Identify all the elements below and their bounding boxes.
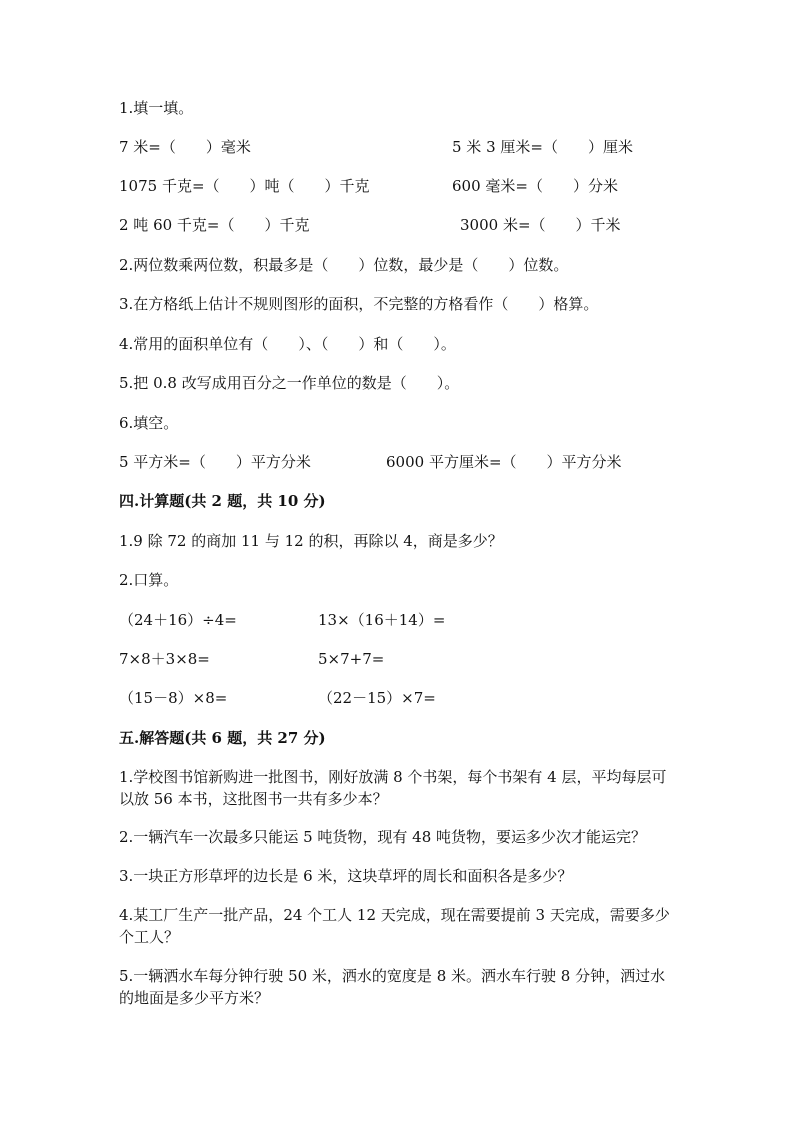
- q1-row1-right: 5 米 3 厘米=（ ）厘米: [452, 138, 633, 156]
- oral-row3-right: （22－15）×7=: [318, 689, 436, 707]
- oral-row2-right: 5×7+7=: [318, 650, 385, 668]
- q2-text: 2.两位数乘两位数，积最多是（ ）位数，最少是（ ）位数。: [119, 256, 569, 274]
- q1-row1-left: 7 米=（ ）毫米: [119, 138, 251, 156]
- q1-row3-right: 3000 米=（ ）千米: [460, 216, 621, 234]
- q1-row2-left: 1075 千克=（ ）吨（ ）千克: [119, 177, 370, 195]
- word-q4: 4.某工厂生产一批产品，24 个工人 12 天完成，现在需要提前 3 天完成，需要多少个工人？: [119, 906, 670, 946]
- q3-text: 3.在方格纸上估计不规则图形的面积，不完整的方格看作（ ）格算。: [119, 295, 599, 313]
- q6-left: 5 平方米=（ ）平方分米: [119, 453, 311, 471]
- q5-text: 5.把 0.8 改写成用百分之一作单位的数是（ ）。: [119, 374, 460, 392]
- word-q3: 3.一块正方形草坪的边长是 6 米，这块草坪的周长和面积各是多少？: [119, 867, 573, 885]
- calc-q1: 1.9 除 72 的商加 11 与 12 的积，再除以 4，商是多少？: [119, 532, 503, 550]
- section-5-heading: 五.解答题(共 6 题，共 27 分): [119, 729, 326, 747]
- oral-row1-right: 13×（16＋14）=: [318, 611, 446, 629]
- oral-row2-left: 7×8＋3×8=: [119, 650, 210, 668]
- oral-row3-left: （15－8）×8=: [119, 689, 228, 707]
- section-4-heading: 四.计算题(共 2 题，共 10 分): [119, 492, 326, 510]
- q6-title: 6.填空。: [119, 414, 179, 432]
- q1-row3-left: 2 吨 60 千克=（ ）千克: [119, 216, 310, 234]
- word-q1: 1.学校图书馆新购进一批图书，刚好放满 8 个书架，每个书架有 4 层，平均每层可以放 56 本书，这批图书一共有多少本？: [119, 768, 667, 808]
- oral-row1-left: （24＋16）÷4=: [119, 611, 237, 629]
- word-q2: 2.一辆汽车一次最多只能运 5 吨货物，现有 48 吨货物，要运多少次才能运完？: [119, 828, 647, 846]
- word-q5: 5.一辆洒水车每分钟行驶 50 米，洒水的宽度是 8 米。洒水车行驶 8 分钟，洒过水的地面是多少平方米？: [119, 967, 666, 1007]
- q1-row2-right: 600 毫米=（ ）分米: [452, 177, 618, 195]
- q6-right: 6000 平方厘米=（ ）平方分米: [386, 453, 622, 471]
- q4-text: 4.常用的面积单位有（ ）、（ ）和（ ）。: [119, 335, 456, 353]
- q1-title: 1.填一填。: [119, 99, 194, 117]
- calc-q2-title: 2.口算。: [119, 571, 179, 589]
